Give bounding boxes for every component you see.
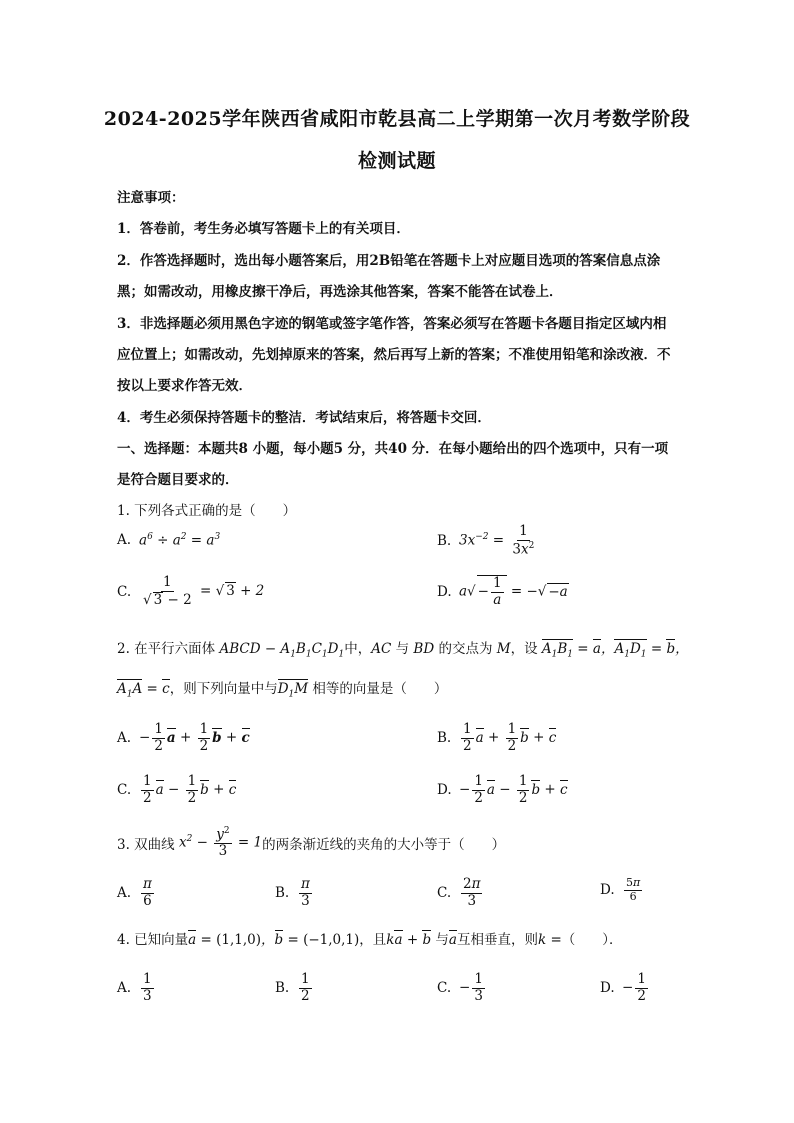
q4-vector-a: a [448,932,457,948]
q2-option-a[interactable] [117,722,250,754]
notice-item-4: 4．考生必须保持答题卡的整洁．考试结束后，将答题卡交回． [117,410,491,426]
q3-stem-text-2: 的两条渐近线的夹角的大小等于（ ） [262,836,506,853]
option-label: B. [437,730,452,747]
q4-stem-text-1: 4. 已知向量 [117,932,189,948]
q4-stem-text-4: 互相垂直，则 [456,932,538,948]
q3-option-b-value: $\frac{\pi}{3}$ [301,876,310,909]
notice-item-1: 1．答卷前，考生务必填写答题卡上的有关项目． [117,221,410,237]
notice-heading: 注意事项： [117,190,185,206]
q3-option-c[interactable] [437,877,484,909]
q2-stem-text-4: 的交点为 [438,641,493,657]
q4-option-d-value: − $\frac{1}{2}$ [622,971,646,1004]
q2-line2-text-1: ，则下列向量中与 [169,681,278,697]
q4-option-a[interactable] [117,972,156,1004]
q2-stem-text-5: ，设 [510,641,538,657]
option-label: D. [600,882,615,899]
notice-item-3a: 3．非选择题必须用黑色字迹的钢笔或签字笔作答，答案必须写在答题卡各题目指定区域内相 [117,316,667,332]
q1-option-b[interactable] [437,524,538,558]
question-3-stem [117,826,505,860]
q4-option-a-value: $\frac{1}{3}$ [143,971,152,1004]
q1-option-d-formula: a√ − $\frac{1}{a}$ = −√ −a [459,575,568,608]
q3-option-a[interactable] [117,877,156,909]
q2-stem-text-1: 2. 在平行六面体 [117,641,216,657]
option-label: A. [117,980,132,997]
question-2-stem-cont [117,677,447,700]
option-label: C. [117,583,132,600]
option-label: A. [117,532,132,549]
q2-option-c-formula: $\frac{1}{2}$ a − $\frac{1}{2}$ b + c [143,773,237,806]
notice-item-3c: 按以上要求作答无效． [117,378,252,394]
question-1-stem: 1. 下列各式正确的是（ ） [117,503,297,519]
option-label: B. [275,885,290,902]
q4-ka-plus-b: ka + b [386,932,432,948]
notice-item-2a: 2．作答选择题时，选出每小题答案后，用2B铅笔在答题卡上对应题目选项的答案信息点涂 [117,253,661,269]
q3-option-d-value: $\frac{5\pi}{6}$ [626,876,641,903]
option-label: A. [117,730,132,747]
exam-title-line2: 检测试题 [357,150,436,172]
q2-stem-text-2: 中， [344,641,372,657]
q4-stem-text-5: （ ）． [561,932,623,948]
q1-option-c[interactable] [117,575,264,608]
option-label: D. [437,782,452,799]
option-label: A. [117,885,132,902]
q4-vectors: a = (1,1,0)，b = (−1,0,1) [188,932,360,948]
q4-option-c[interactable] [437,972,487,1004]
q3-option-a-value: $\frac{\pi}{6}$ [143,876,152,909]
q1-option-c-formula: $\frac{1}{√ 3 - 2}$ = √ 3 + 2 [143,574,265,608]
q2-option-b-formula: $\frac{1}{2}$ a + $\frac{1}{2}$ b + c [463,721,557,754]
q3-stem-text-1: 3. 双曲线 [117,836,175,853]
option-label: B. [275,980,290,997]
option-label: B. [437,532,452,549]
q1-option-a-formula: $a^6 \div a^2 = a^3$ [139,532,221,549]
option-label: C. [437,980,452,997]
question-4-stem [117,928,623,948]
q2-option-d-formula: − $\frac{1}{2}$ a − $\frac{1}{2}$ b + c [459,773,568,806]
q2-vector-c-def: $A_1A = c$ [117,681,170,700]
q2-option-a-formula: − $\frac{1}{2}$ a + $\frac{1}{2}$ b + c [139,721,250,754]
q4-stem-text-2: ，且 [359,932,387,948]
q3-option-b[interactable] [275,877,314,909]
q2-line2-text-2: 相等的向量是（ ） [312,681,448,697]
q2-stem-text-3: 与 [395,641,410,657]
q1-option-b-formula: $3x^{-2}$ = $\frac{1}{3x^2}$ [459,523,535,558]
q4-option-d[interactable] [600,972,650,1004]
q1-option-a[interactable] [117,532,220,549]
option-label: D. [437,583,452,600]
q4-k: k = [537,932,562,948]
q2-target-vector: $D_1M$ [277,681,309,700]
section-1-heading-cont: 是符合题目要求的． [117,472,239,488]
section-1-heading: 一、选择题：本题共8 小题，每小题5 分，共40 分．在每小题给出的四个选项中，只有一项 [117,441,669,457]
q2-ac: AC [371,641,392,657]
q4-option-c-value: − $\frac{1}{3}$ [459,971,483,1004]
option-label: D. [600,980,615,997]
q1-option-d[interactable] [437,575,569,608]
option-label: C. [117,782,132,799]
question-2-stem [117,637,689,660]
q2-option-c[interactable] [117,774,236,806]
q2-option-b[interactable] [437,722,556,754]
q2-solid-name: ABCD − $A_1B_1C_1D_1$ [219,641,345,660]
option-label: C. [437,885,452,902]
q2-bd: BD [413,641,435,657]
notice-item-2b: 黑；如需改动，用橡皮擦干净后，再选涂其他答案，答案不能答在试卷上． [117,284,563,300]
exam-title-line1: 2024-2025学年陕西省咸阳市乾县高二上学期第一次月考数学阶段 [103,108,691,130]
q2-m: M [496,641,511,657]
q4-option-b-value: $\frac{1}{2}$ [301,971,310,1004]
q3-option-d[interactable] [600,877,644,903]
q2-option-d[interactable] [437,774,568,806]
q4-stem-text-3: 与 [435,932,449,948]
q3-hyperbola-equation: $x^2$ − $\frac{y^2}{3}$ = 1 [174,826,263,860]
q3-option-c-value: $\frac{2\pi}{3}$ [463,876,481,909]
notice-item-3b: 应位置上；如需改动，先划掉原来的答案，然后再写上新的答案；不准使用铅笔和涂改液．不 [117,347,671,363]
q2-vector-a-def: $A_1B_1 = a$，$A_1D_1 = b$， [541,641,689,660]
q4-option-b[interactable] [275,972,314,1004]
